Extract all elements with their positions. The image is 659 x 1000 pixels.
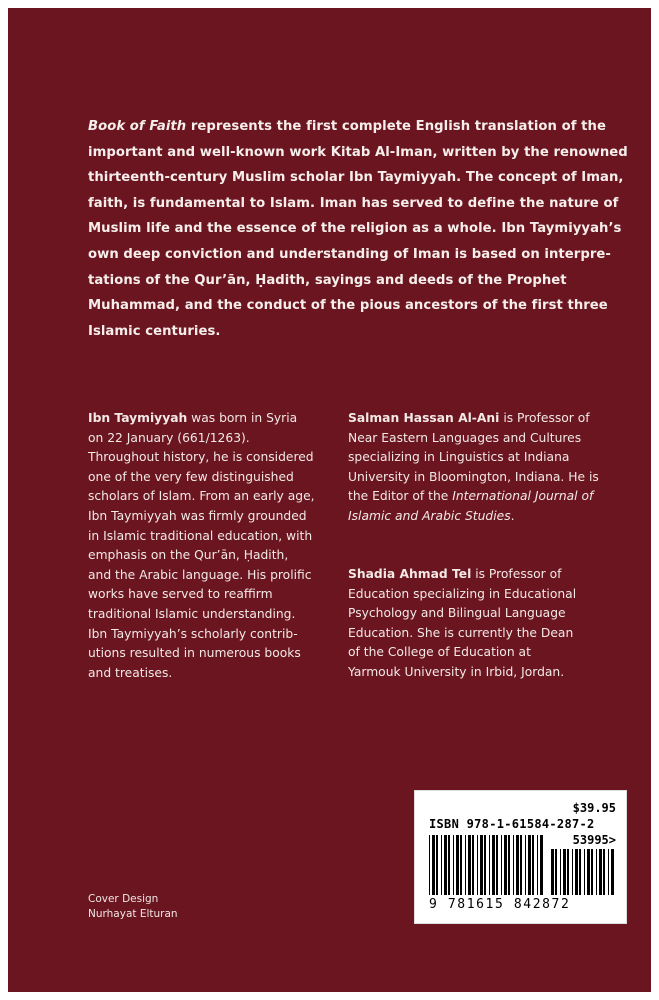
isbn-barcode xyxy=(414,790,627,924)
blurb-line: Islamic centuries. xyxy=(88,323,221,339)
bio-line: Ibn Taymiyyah’s scholarly contrib- xyxy=(88,626,298,641)
bio-line: Yarmouk University in Irbid, Jordan. xyxy=(348,664,565,679)
barcode-bar xyxy=(587,849,590,895)
barcode-bar xyxy=(525,835,526,895)
author-name: Ibn Taymiyyah xyxy=(88,411,188,425)
barcode-bar xyxy=(501,835,502,895)
barcode-bar xyxy=(591,849,593,895)
barcode-bar xyxy=(516,835,519,895)
barcode-bar xyxy=(468,835,471,895)
barcode-bar xyxy=(492,835,495,895)
bio-line: Shadia Ahmad Tel is Professor of xyxy=(348,567,562,581)
blurb-line: thirteenth-century Muslim scholar Ibn Taymiyyah. The concept of Iman, xyxy=(88,170,624,186)
author-bio-ibn-taymiyyah xyxy=(88,409,328,683)
barcode-bar xyxy=(603,849,605,895)
credit-label: Cover Design xyxy=(88,893,159,905)
barcode-bar xyxy=(441,835,442,895)
bio-line: Psychology and Bilingual Language xyxy=(348,606,566,621)
barcode-bar xyxy=(528,835,531,895)
bio-line: Ibn Taymiyyah was born in Syria xyxy=(88,411,298,425)
bio-line: and the Arabic language. His prolific xyxy=(88,567,312,582)
barcode-bar xyxy=(508,835,510,895)
bio-line: Islamic and Arabic Studies. xyxy=(348,508,515,523)
translator-name: Salman Hassan Al-Ani xyxy=(348,411,500,425)
barcode-bar xyxy=(579,849,581,895)
journal-title-cont: Islamic and Arabic Studies xyxy=(348,508,511,523)
barcode-bar xyxy=(584,849,585,895)
bio-line: traditional Islamic understanding. xyxy=(88,606,296,621)
bio-line: and treatises. xyxy=(88,665,173,680)
barcode-bar xyxy=(555,849,557,895)
back-cover xyxy=(8,8,651,992)
bio-line: the Editor of the International Journal of xyxy=(348,489,594,504)
bio-line: Education. She is currently the Dean xyxy=(348,625,574,640)
blurb-line: Muslim life and the essence of the religion as a whole. Ibn Taymiyyah’s xyxy=(88,221,622,237)
barcode-bar xyxy=(489,835,490,895)
isbn-number: ISBN 978-1-61584-287-2 xyxy=(429,817,595,831)
barcode-bar xyxy=(575,849,578,895)
barcode-bar xyxy=(563,849,566,895)
barcode-bar xyxy=(572,849,573,895)
blurb-line: Muhammad, and the conduct of the pious ancestors of the first three xyxy=(88,298,608,314)
barcode-bar xyxy=(484,835,486,895)
barcode-bar xyxy=(599,849,602,895)
bio-line: specializing in Linguistics at Indiana xyxy=(348,450,570,465)
credit-designer: Nurhayat Elturan xyxy=(88,908,178,920)
translator-bio-salman xyxy=(348,409,618,527)
ean-digits: 9 781615 842872 xyxy=(429,897,571,912)
bio-line: in Islamic traditional education, with xyxy=(88,528,313,543)
cover-design-credit xyxy=(88,892,178,922)
barcode-bar xyxy=(472,835,474,895)
bio-line: Education specializing in Educational xyxy=(348,586,577,601)
barcode-bar xyxy=(444,835,447,895)
barcode-bar xyxy=(465,835,466,895)
barcode-bar xyxy=(560,849,561,895)
barcode-bar xyxy=(456,835,459,895)
barcode-bar xyxy=(429,835,430,895)
blurb-line: tations of the Qur’ān, Ḥadith, sayings and deeds of the Prophet xyxy=(88,272,567,288)
bio-line: of the College of Education at xyxy=(348,645,531,660)
bio-line: Salman Hassan Al-Ani is Professor of xyxy=(348,411,590,425)
bio-line: Throughout history, he is considered xyxy=(88,450,314,465)
barcode-bar xyxy=(496,835,498,895)
barcode-bar xyxy=(532,835,534,895)
translator-name: Shadia Ahmad Tel xyxy=(348,567,472,581)
barcode-bar xyxy=(477,835,478,895)
barcode-bar xyxy=(432,835,435,895)
barcode-bar xyxy=(596,849,597,895)
barcode-bar xyxy=(460,835,462,895)
blurb-line: own deep conviction and understanding of Iman is based on interpre- xyxy=(88,246,611,262)
barcode-bar xyxy=(480,835,483,895)
barcode-bar xyxy=(453,835,454,895)
barcode-bar xyxy=(504,835,507,895)
bio-line: one of the very few distinguished xyxy=(88,469,294,484)
blurb-line: faith, is fundamental to Islam. Iman has served to define the nature of xyxy=(88,195,619,211)
price-code: 53995> xyxy=(572,833,616,847)
barcode-bar xyxy=(540,835,543,895)
bio-line: works have served to reaffirm xyxy=(88,587,273,602)
blurb-line: Book of Faith represents the first complete English translation of the xyxy=(88,119,606,134)
barcode-bar xyxy=(537,835,538,895)
translator-bio-shadia xyxy=(348,565,618,683)
barcode-bar xyxy=(513,835,514,895)
barcode-bar xyxy=(436,835,438,895)
journal-title: International Journal of xyxy=(452,489,594,504)
price-label: $39.95 xyxy=(572,801,616,815)
bio-line: scholars of Islam. From an early age, xyxy=(88,489,315,504)
barcode-bar xyxy=(611,849,614,895)
bio-line: utions resulted in numerous books xyxy=(88,646,301,661)
book-title: Book of Faith xyxy=(88,119,187,134)
bio-line: on 22 January (661/1263). xyxy=(88,430,250,445)
barcode-bar xyxy=(448,835,450,895)
bio-line: University in Bloomington, Indiana. He is xyxy=(348,469,599,484)
bio-line: Ibn Taymiyyah was firmly grounded xyxy=(88,508,307,523)
barcode-bar xyxy=(520,835,522,895)
bio-line: emphasis on the Qur’ān, Ḥadith, xyxy=(88,548,289,563)
barcode-bar xyxy=(567,849,569,895)
barcode-bar xyxy=(608,849,609,895)
barcode-bar xyxy=(551,849,554,895)
book-description xyxy=(88,114,628,344)
blurb-line: important and well-known work Kitab Al-Iman, written by the renowned xyxy=(88,144,628,160)
bio-line: Near Eastern Languages and Cultures xyxy=(348,430,582,445)
